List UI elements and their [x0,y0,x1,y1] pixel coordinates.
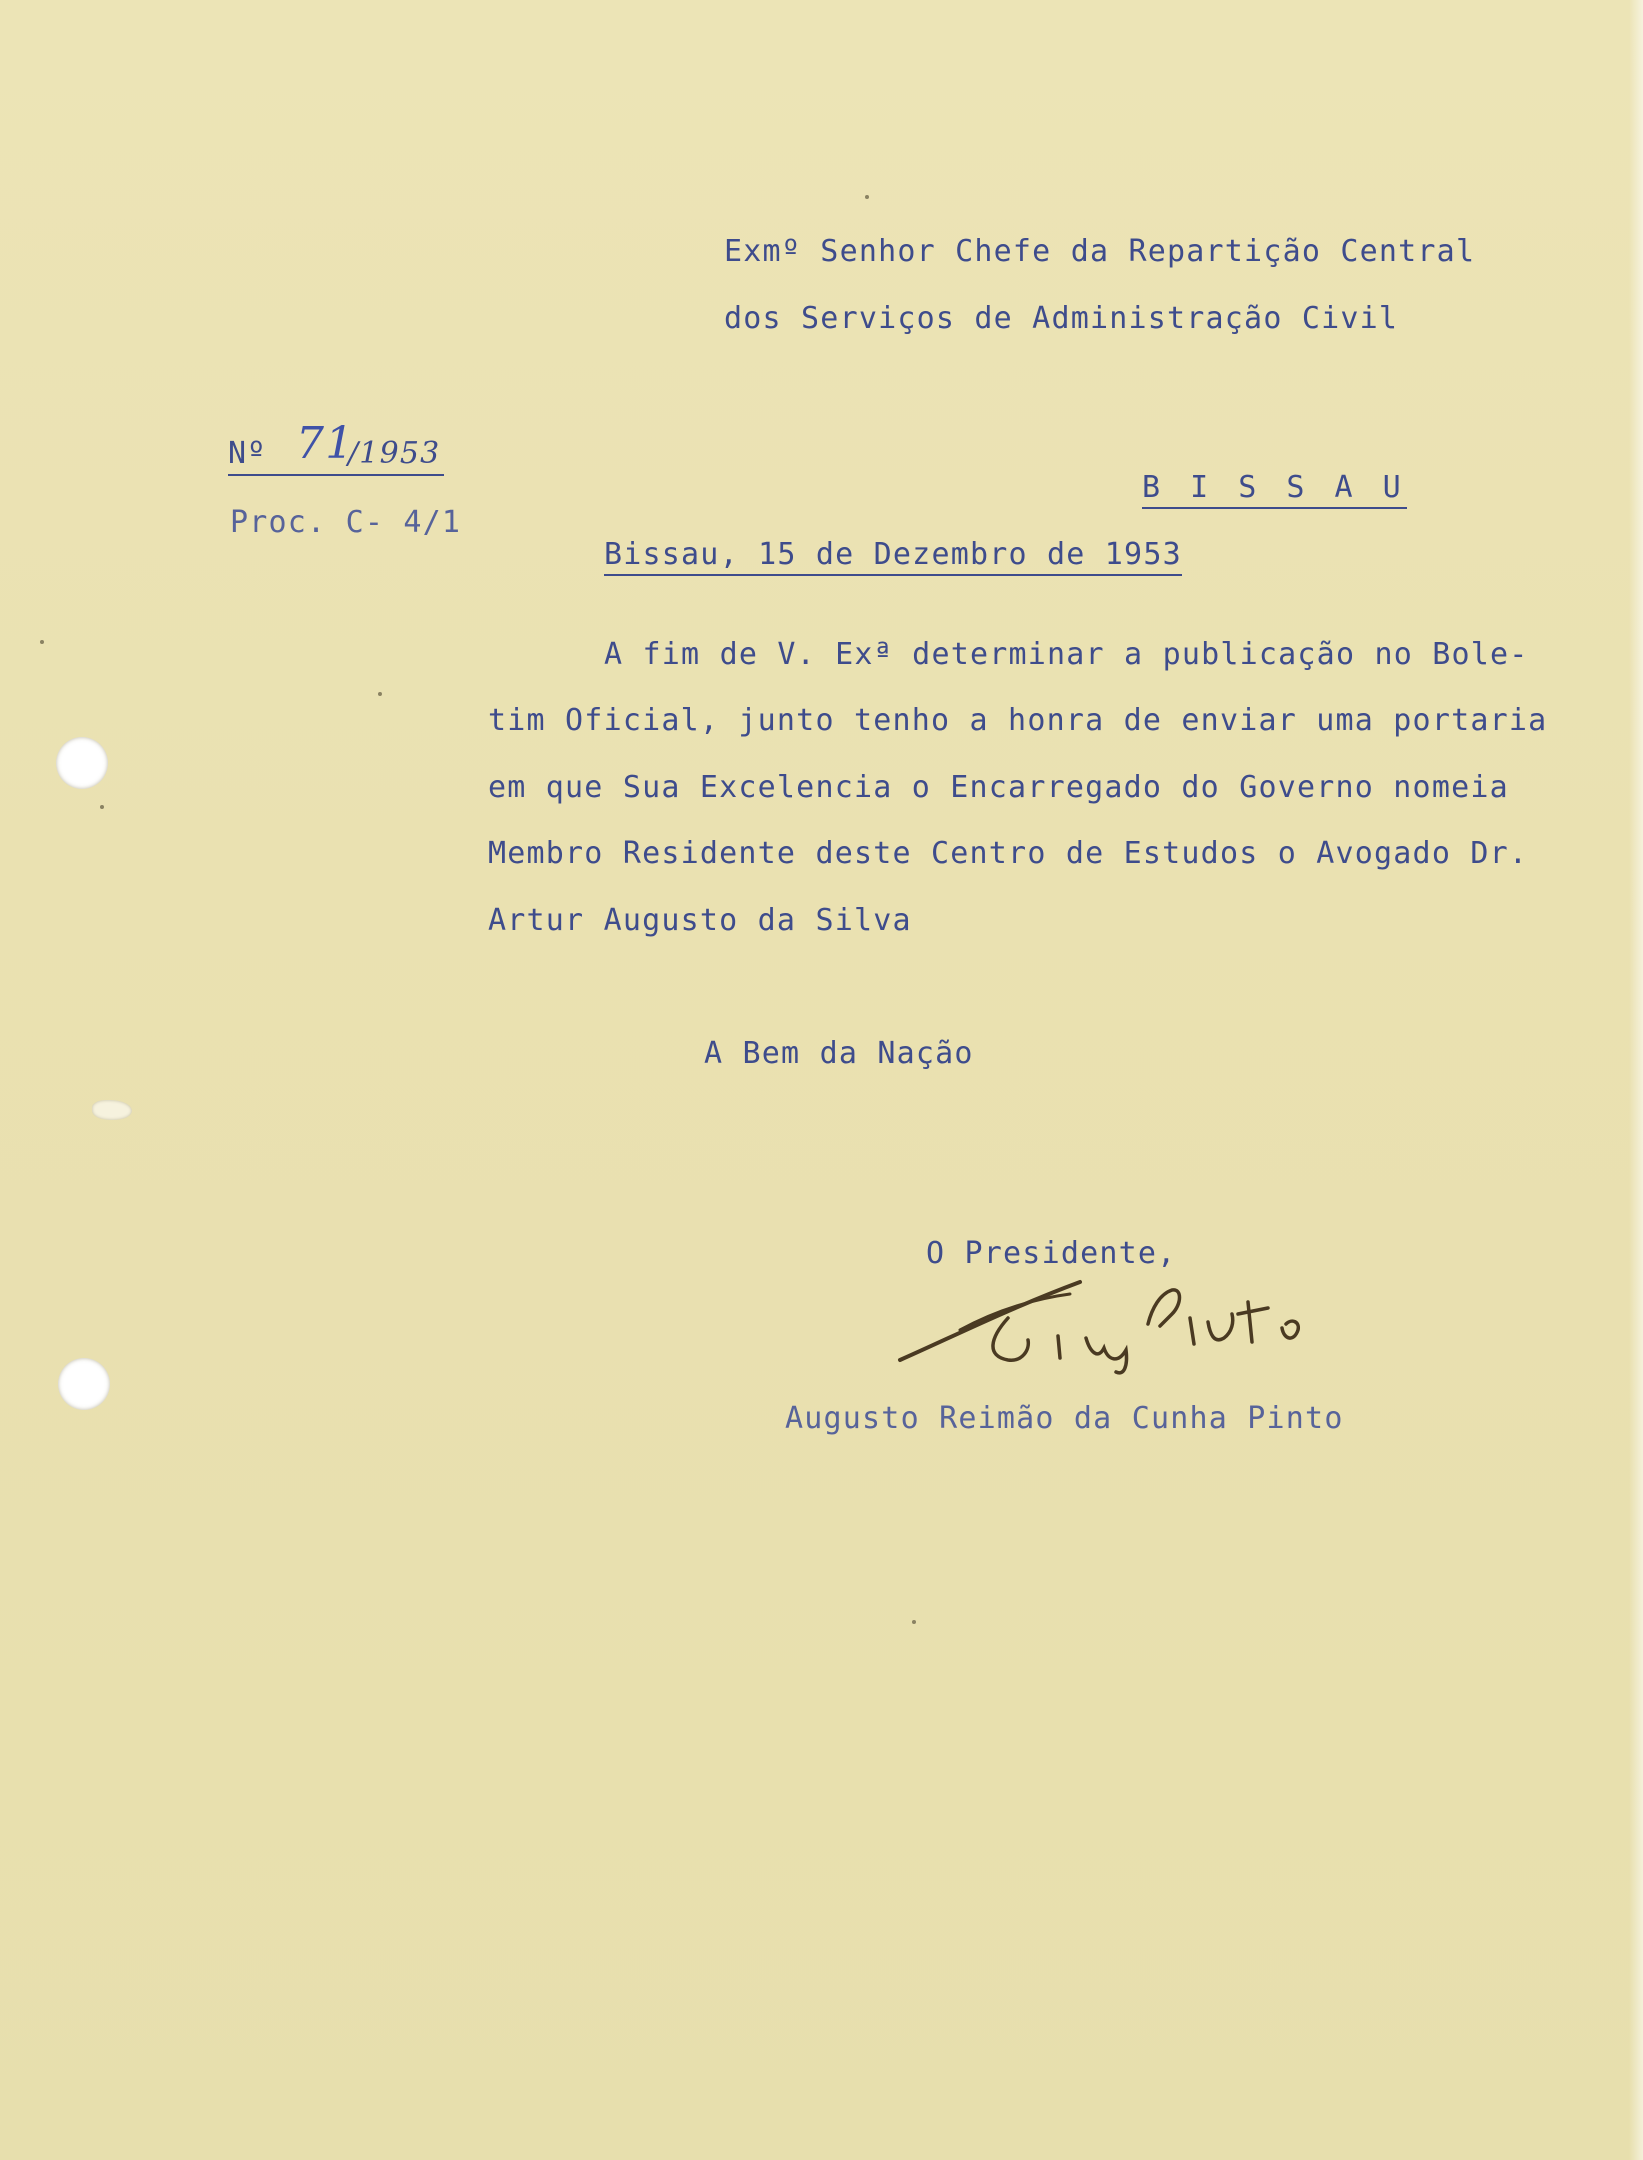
paper-speck [100,805,104,809]
process-number: Proc. C- 4/1 [230,505,462,540]
paper-speck [912,1620,916,1624]
reference-number [228,418,444,484]
punch-hole-bottom [58,1358,110,1410]
body-line-1: A fim de V. Exª determinar a publicação no Bole- [604,637,1529,672]
closing-salutation: A Bem da Nação [704,1036,974,1071]
punch-hole-top [56,737,108,789]
reference-year: /1953 [348,436,441,471]
paper-tear [92,1100,132,1120]
city-name: B I S S A U [1142,470,1407,509]
paper-speck [40,640,44,644]
body-line-5: Artur Augusto da Silva [488,903,912,938]
addressee-line-2: dos Serviços de Administração Civil [724,301,1399,336]
number-prefix: Nº [228,436,267,471]
handwritten-signature [890,1268,1350,1378]
paper-speck [865,195,869,199]
date-line: Bissau, 15 de Dezembro de 1953 [604,537,1182,576]
paper-speck [378,692,382,696]
handwritten-number: 71 [296,418,355,469]
body-line-3: em que Sua Excelencia o Encarregado do Governo nomeia [488,770,1509,805]
body-line-4: Membro Residente deste Centro de Estudos o Avogado Dr. [488,836,1529,871]
addressee-line-1: Exmº Senhor Chefe da Repartição Central [724,234,1476,269]
body-line-2: tim Oficial, junto tenho a honra de enviar uma portaria [488,703,1548,738]
signatory-name: Augusto Reimão da Cunha Pinto [785,1401,1344,1436]
signatory-title: O Presidente, [926,1236,1177,1271]
